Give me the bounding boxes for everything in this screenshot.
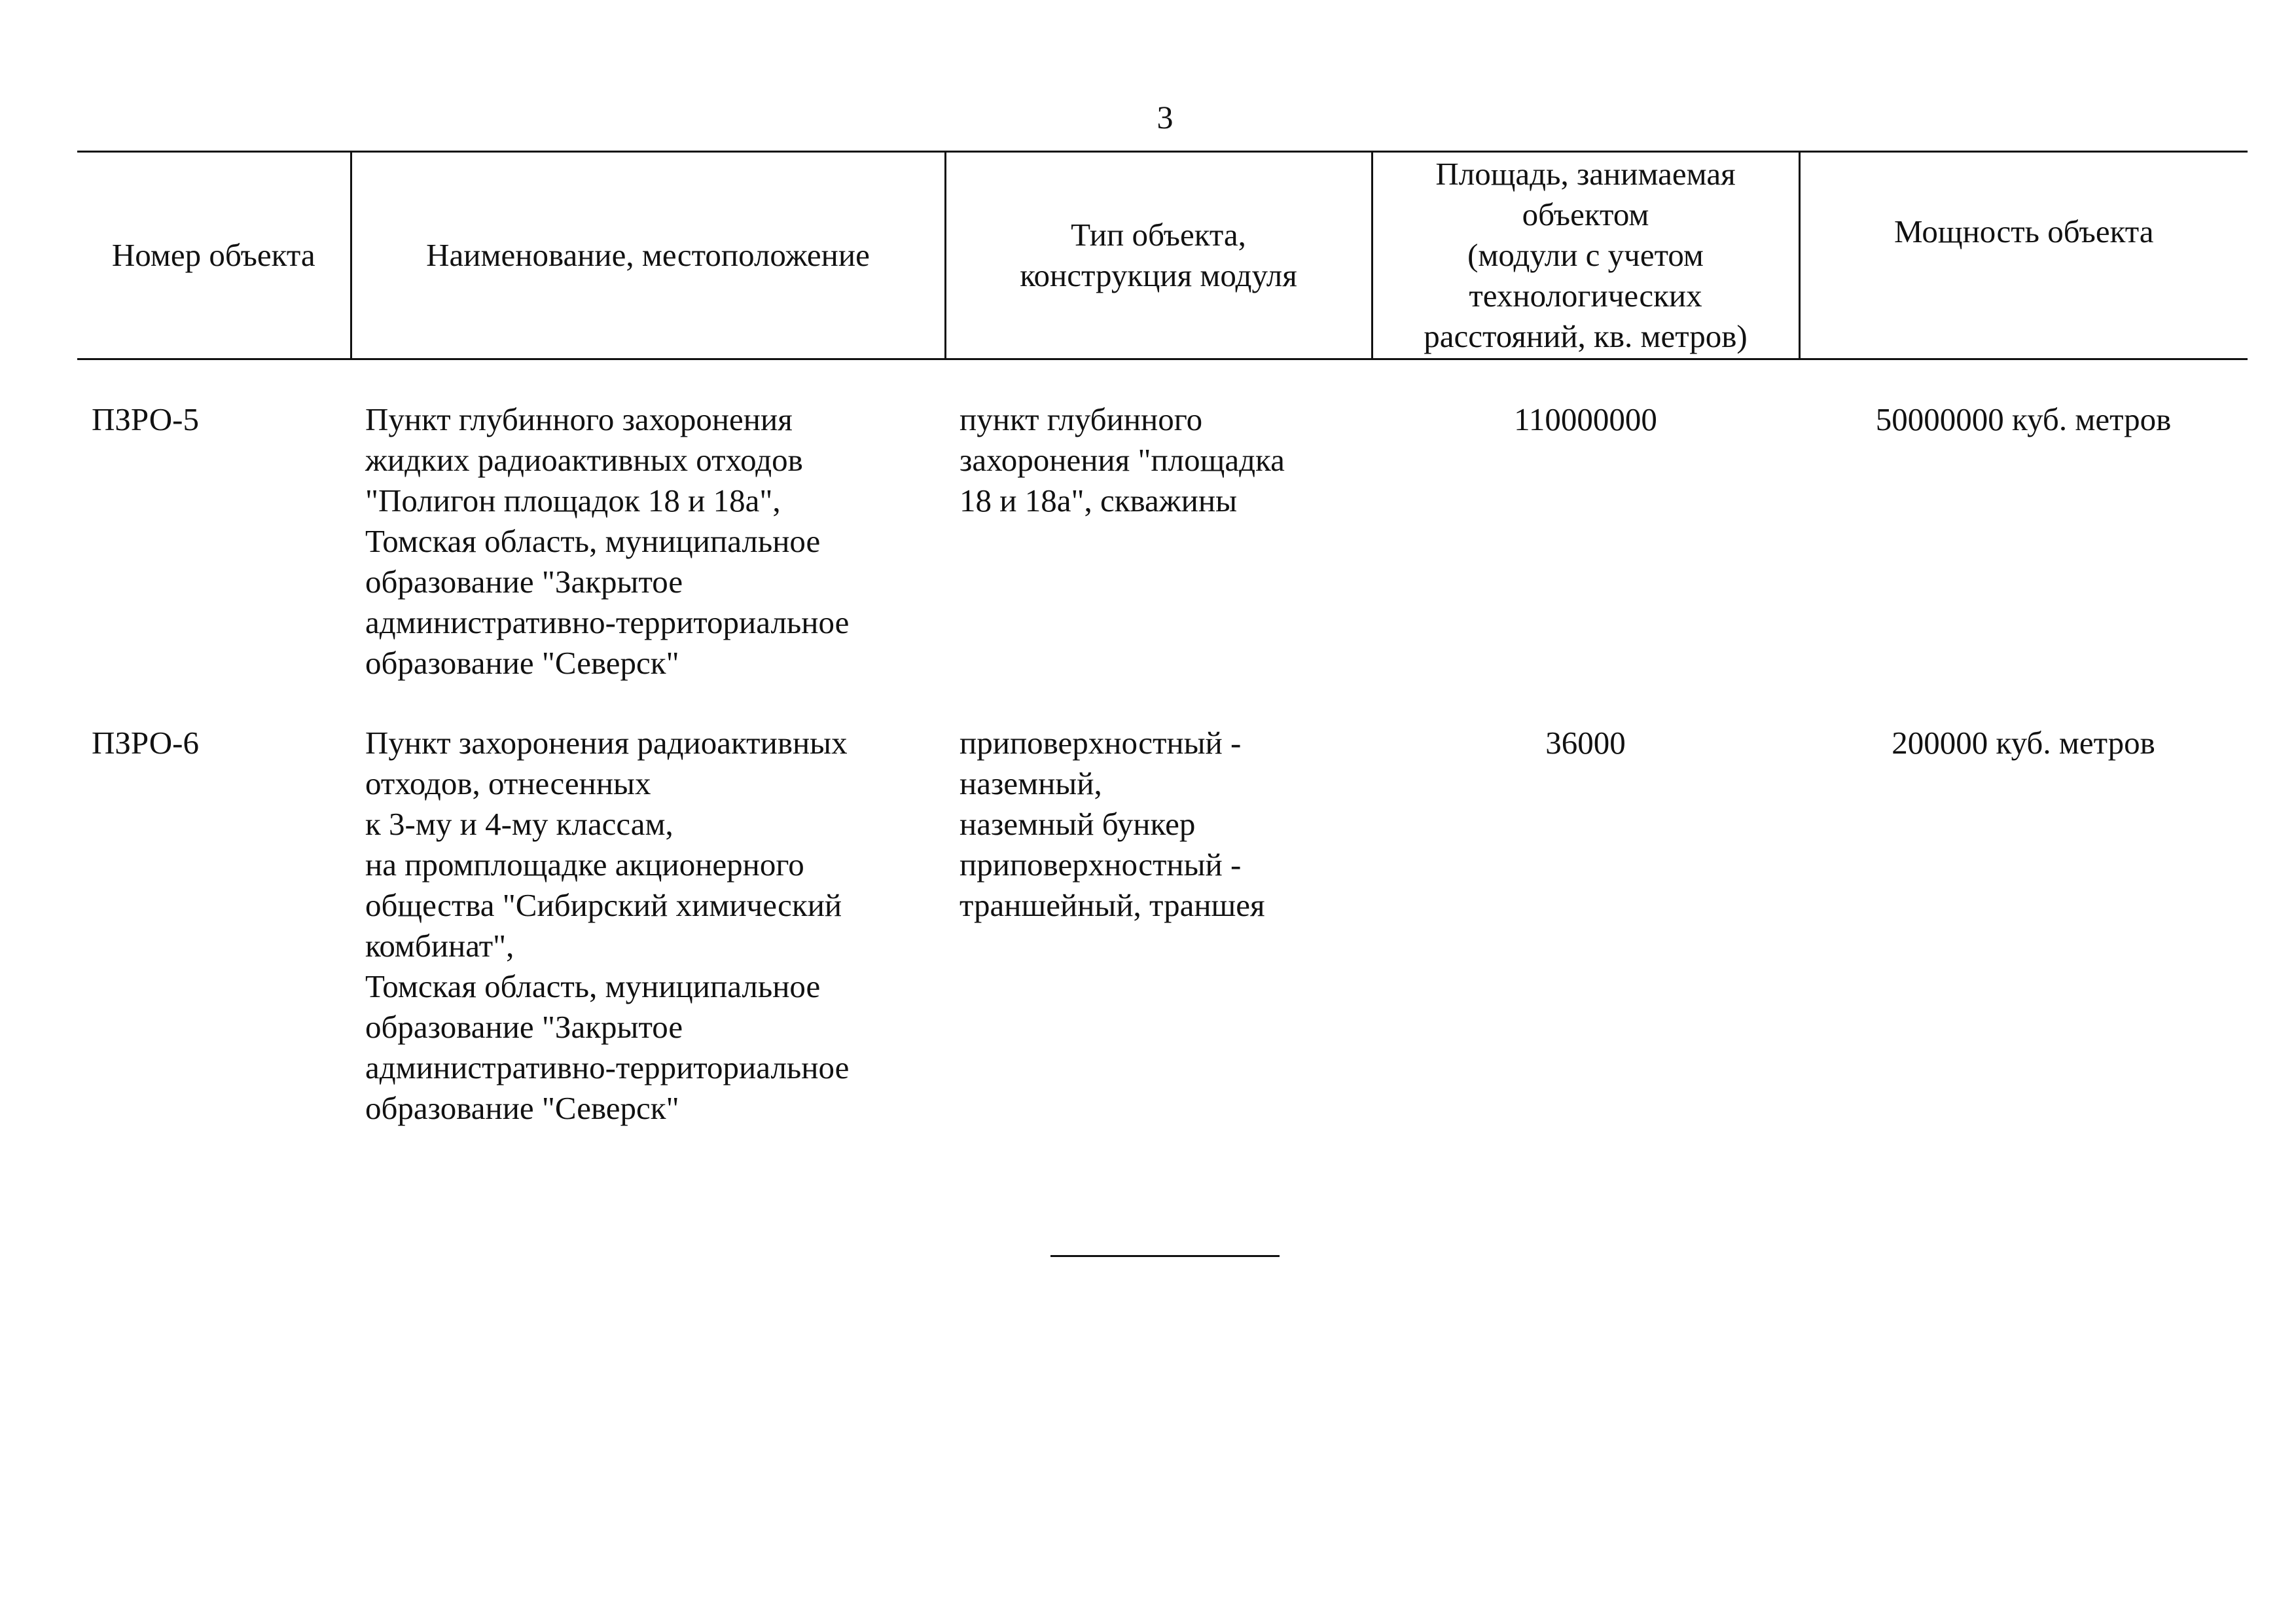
cell-type: приповерхностный - наземный, наземный бункер приповерхностный - траншейный, траншея — [960, 725, 1265, 923]
cell-capacity: 200000 куб. метров — [1892, 725, 2155, 761]
header-type: Тип объекта, конструкция модуля — [945, 152, 1372, 359]
cell-number: ПЗРО-6 — [92, 725, 199, 761]
cell-name: Пункт захоронения радиоактивных отходов, отнесенных к 3-му и 4-му классам, на промплощадке акционерного общества "Сибирский химический комбинат", Томская область, муниципальное образование "Закрытое административно-территориальное образование "Северск" — [365, 725, 850, 1126]
header-number: Номер объекта — [77, 152, 351, 359]
end-of-document-rule — [1050, 1255, 1280, 1257]
cell-area: 36000 — [1545, 725, 1626, 761]
table-header — [77, 152, 2248, 359]
cell-type: пункт глубинного захоронения "площадка 18 и 18а", скважины — [960, 401, 1285, 519]
cell-name: Пункт глубинного захоронения жидких радиоактивных отходов "Полигон площадок 18 и 18а", Томская область, муниципальное образование "Закрытое административно-территориальное образование "Северск" — [365, 401, 850, 681]
table-row — [77, 684, 2248, 1129]
header-row — [77, 152, 2248, 359]
cell-number: ПЗРО-5 — [92, 401, 199, 437]
objects-table — [77, 151, 2248, 1129]
header-name: Наименование, местоположение — [351, 152, 945, 359]
table-row — [77, 359, 2248, 684]
page-number: 3 — [1157, 99, 1174, 136]
cell-capacity: 50000000 куб. метров — [1875, 401, 2172, 437]
header-area: Площадь, занимаемая объектом (модули с учетом технологических расстояний, кв. метров) — [1372, 152, 1799, 359]
header-capacity: Мощность объекта — [1799, 152, 2248, 359]
table-body — [77, 359, 2248, 1129]
cell-area: 110000000 — [1514, 401, 1657, 437]
